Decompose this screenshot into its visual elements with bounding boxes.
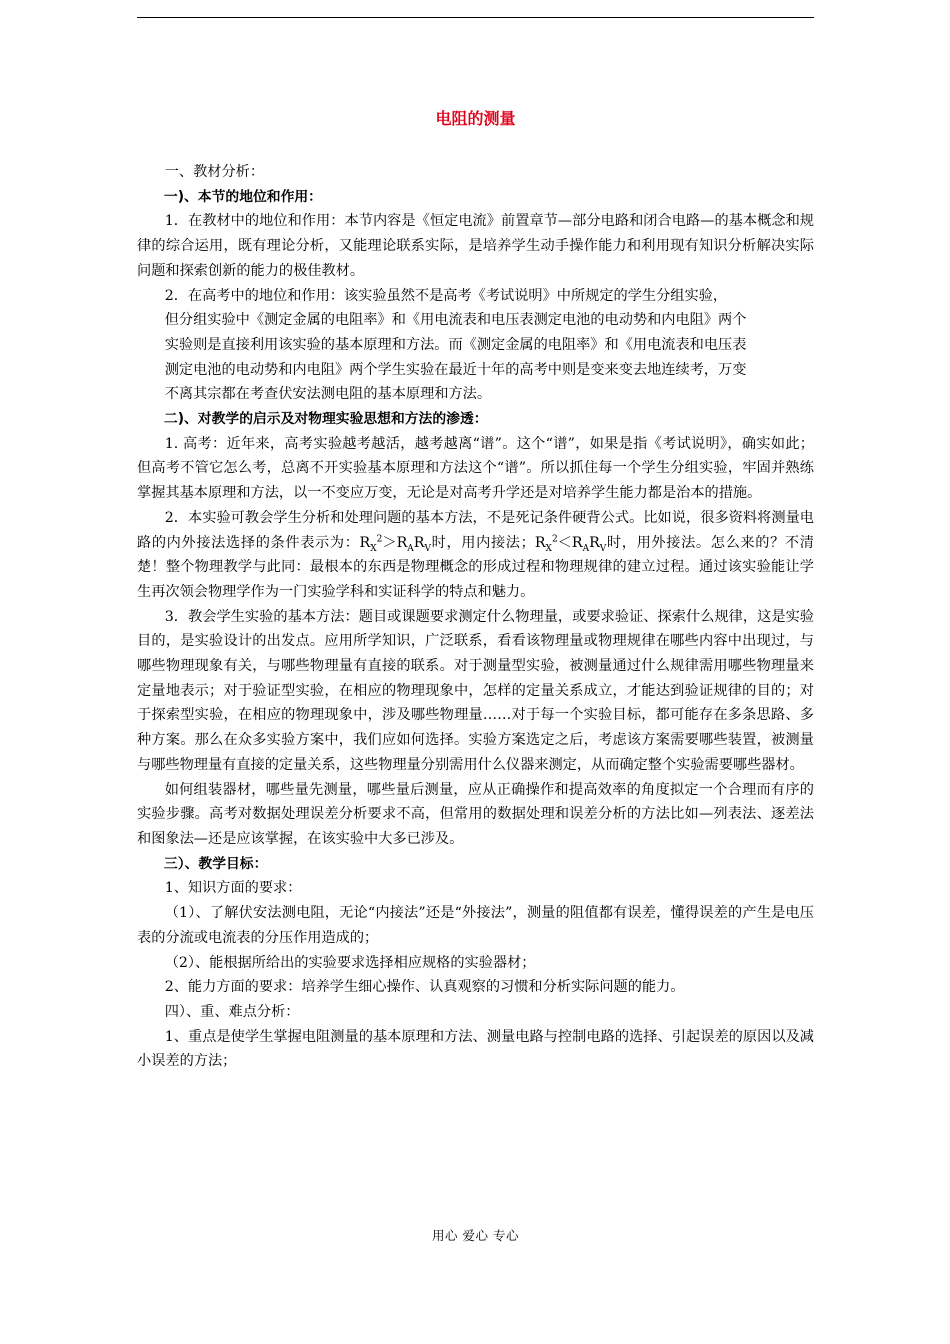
- paragraph-formula: 2．本实验可教会学生分析和处理问题的基本方法，不是死记条件硬背公式。比如说，很多资料将测量电路的内外接法选择的条件表示为：$R_X^2>R_AR_V$时，用内接法；$R_X^2<R_AR_V$时，用外接法。怎么来的？不清楚！整个物理教学与此同：最根本的东西是物理概念的形成过程和物理规律的建立过程。通过该实验能让学生再次领会物理学作为一门实验学科和实证科学的特点和魅力。: [137, 509, 814, 600]
- sub1-heading: 一)、本节的地位和作用：: [163, 188, 322, 205]
- section1-heading: 一、教材分析：: [164, 164, 265, 180]
- paragraph: 但分组实验中《测定金属的电阻率》和《用电流表和电压表测定电池的电动势和内电阻》两个: [164, 312, 747, 329]
- paragraph: （2）、能根据所给出的实验要求选择相应规格的实验器材；: [164, 954, 536, 971]
- paragraph: 1．在教材中的地位和作用：本节内容是《恒定电流》前置章节—部分电路和闭合电路—的基本概念和规律的综合运用，既有理论分析，又能理论联系实际，是培养学生动手操作能力和利用现有知识分析解决实际问题和探索创新的能力的极佳教材。: [137, 213, 814, 279]
- paragraph: 1、知识方面的要求：: [164, 880, 302, 897]
- paragraph: （1）、了解伏安法测电阻，无论“内接法”还是“外接法”，测量的阻值都有误差，懂得误差的产生是电压表的分流或电流表的分压作用造成的；: [137, 905, 814, 946]
- paragraph: 测定电池的电动势和内电阻》两个学生实验在最近十年的高考中则是变来变去地连续考，万变: [164, 361, 747, 378]
- sub3-heading: 三）、教学目标：: [163, 855, 268, 872]
- header-rule: [137, 17, 814, 18]
- sub2-heading: 二)、对教学的启示及对物理实验思想和方法的渗透：: [163, 411, 488, 428]
- document-title: 电阻的测量: [435, 109, 516, 128]
- paragraph: 如何组装器材，哪些量先测量，哪些量后测量，应从正确操作和提高效率的角度拟定一个合理而有序的实验步骤。高考对数据处理误差分析要求不高，但常用的数据处理和误差分析的方法比如—列表法、逐差法和图象法—还是应该掌握，在该实验中大多已涉及。: [137, 781, 814, 847]
- paragraph: 实验则是直接利用该实验的基本原理和方法。而《测定金属的电阻率》和《用电流表和电压表: [164, 336, 747, 353]
- document-body: [137, 160, 814, 1074]
- page-footer: 用心 爱心 专心: [432, 1228, 519, 1243]
- paragraph: 2．在高考中的地位和作用：该实验虽然不是高考《考试说明》中所规定的学生分组实验，: [164, 287, 728, 304]
- paragraph: 1. 高考：近年来，高考实验越考越活，越考越离“谱”。这个“谱”，如果是指《考试说明》，确实如此；但高考不管它怎么考，总离不开实验基本原理和方法这个“谱”。所以抓住每一个学生分组实验，牢固并熟练掌握其基本原理和方法，以一不变应万变，无论是对高考升学还是对培养学生能力都是治本的措施。: [137, 435, 814, 502]
- formula-rx2-gt: $R_X^2>R_AR_V$: [359, 533, 431, 554]
- sub4-heading: 四）、重、难点分析：: [164, 1003, 300, 1020]
- formula-rx2-lt: $R_X^2<R_AR_V$: [534, 533, 607, 554]
- paragraph: 3．教会学生实验的基本方法：题目或课题要求测定什么物理量，或要求验证、探索什么规律，这是实验目的，是实验设计的出发点。应用所学知识，广泛联系，看看该物理量或物理规律在哪些内容中出现过，与哪些物理现象有关，与哪些物理量有直接的联系。对于测量型实验，被测量通过什么规律需用哪些物理量来定量地表示；对于验证型实验，在相应的物理现象中，怎样的定量关系成立，才能达到验证规律的目的；对于探索型实验，在相应的物理现象中，涉及哪些物理量……对于每一个实验目标，都可能存在多条思路、多种方案。那么在众多实验方案中，我们应如何选择。实验方案选定之后，考虑该方案需要哪些装置，被测量与哪些物理量有直接的定量关系，这些物理量分别需用什么仪器来测定，从而确定整个实验需要哪些器材。: [137, 608, 814, 773]
- paragraph: 不离其宗都在考查伏安法测电阻的基本原理和方法。: [164, 386, 492, 403]
- paragraph: 1、重点是使学生掌握电阻测量的基本原理和方法、测量电路与控制电路的选择、引起误差的原因以及减小误差的方法；: [137, 1028, 814, 1070]
- paragraph: 2、能力方面的要求：培养学生细心操作、认真观察的习惯和分析实际问题的能力。: [164, 979, 685, 996]
